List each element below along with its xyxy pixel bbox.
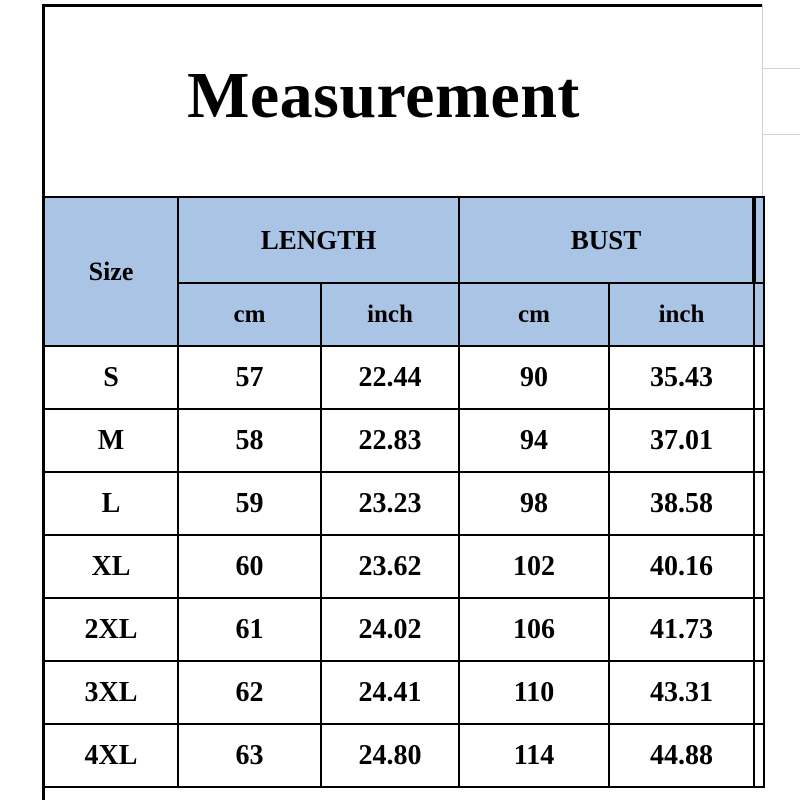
bust-inch-cell: 37.01 — [609, 409, 754, 472]
length-cm-cell: 57 — [178, 346, 321, 409]
header-bust-cm: cm — [459, 283, 609, 346]
bust-inch-cell: 41.73 — [609, 598, 754, 661]
header-row-groups — [44, 197, 764, 283]
bust-cm-cell: 102 — [459, 535, 609, 598]
cut-cell — [754, 661, 764, 724]
size-cell: 2XL — [44, 598, 178, 661]
size-cell: S — [44, 346, 178, 409]
length-inch-cell: 24.41 — [321, 661, 459, 724]
table-row — [44, 409, 764, 472]
size-table — [43, 196, 765, 788]
table-row — [44, 472, 764, 535]
length-cm-cell: 58 — [178, 409, 321, 472]
page-title: Measurement — [187, 59, 580, 132]
size-cell: XL — [44, 535, 178, 598]
cut-cell — [754, 409, 764, 472]
size-cell: 4XL — [44, 724, 178, 787]
length-inch-cell: 22.83 — [321, 409, 459, 472]
length-cm-cell: 62 — [178, 661, 321, 724]
table-row — [44, 535, 764, 598]
grid-line — [762, 4, 763, 196]
bust-cm-cell: 90 — [459, 346, 609, 409]
bust-inch-cell: 40.16 — [609, 535, 754, 598]
header-bust: BUST — [459, 197, 754, 283]
bust-cm-cell: 106 — [459, 598, 609, 661]
grid-line — [762, 134, 800, 135]
bust-cm-cell: 98 — [459, 472, 609, 535]
header-cut-cell — [754, 283, 764, 346]
length-cm-cell: 63 — [178, 724, 321, 787]
grid-line — [762, 68, 800, 69]
length-inch-cell: 24.80 — [321, 724, 459, 787]
header-bust-inch: inch — [609, 283, 754, 346]
length-inch-cell: 22.44 — [321, 346, 459, 409]
title-area — [45, 7, 762, 197]
bust-cm-cell: 94 — [459, 409, 609, 472]
header-length: LENGTH — [178, 197, 459, 283]
bust-inch-cell: 43.31 — [609, 661, 754, 724]
header-length-inch: inch — [321, 283, 459, 346]
cut-cell — [754, 346, 764, 409]
length-cm-cell: 61 — [178, 598, 321, 661]
bust-inch-cell: 35.43 — [609, 346, 754, 409]
size-cell: 3XL — [44, 661, 178, 724]
bust-inch-cell: 44.88 — [609, 724, 754, 787]
table-row — [44, 598, 764, 661]
header-size: Size — [44, 197, 178, 346]
cut-cell — [754, 724, 764, 787]
cut-cell — [754, 472, 764, 535]
length-cm-cell: 59 — [178, 472, 321, 535]
bust-cm-cell: 110 — [459, 661, 609, 724]
table-row — [44, 661, 764, 724]
bust-cm-cell: 114 — [459, 724, 609, 787]
size-cell: L — [44, 472, 178, 535]
cut-cell — [754, 598, 764, 661]
size-cell: M — [44, 409, 178, 472]
length-inch-cell: 23.62 — [321, 535, 459, 598]
bust-inch-cell: 38.58 — [609, 472, 754, 535]
header-cut-cell — [754, 197, 764, 283]
length-cm-cell: 60 — [178, 535, 321, 598]
length-inch-cell: 24.02 — [321, 598, 459, 661]
table-row — [44, 724, 764, 787]
cut-cell — [754, 535, 764, 598]
header-length-cm: cm — [178, 283, 321, 346]
length-inch-cell: 23.23 — [321, 472, 459, 535]
table-row — [44, 346, 764, 409]
